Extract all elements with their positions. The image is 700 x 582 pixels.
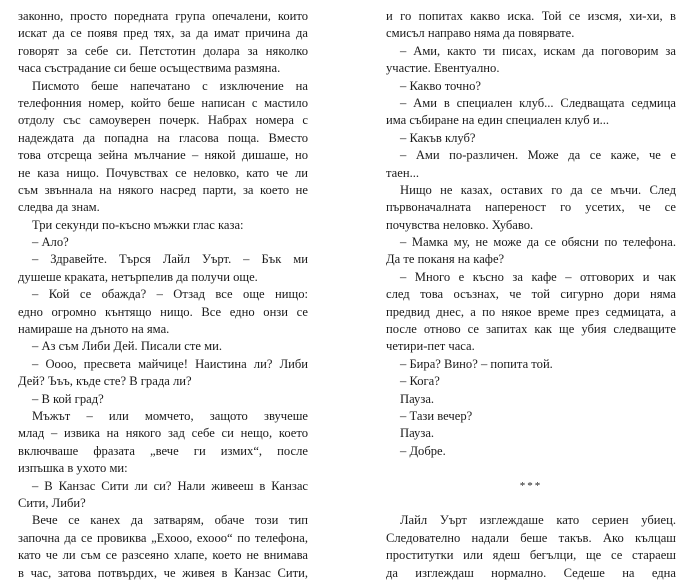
text-line: душеше краката, нетърпелив да получи още.: [18, 269, 258, 284]
text-line: надеждата да попадна на гласова поща. Вместо: [18, 130, 308, 145]
text-line: и го попитах какво иска. Той се изсмя, хи-хи, в: [386, 9, 676, 23]
text-line: – В кой град?: [32, 391, 104, 406]
text-line: Лайл Уърт изглеждаше като сериен убиец.: [400, 513, 676, 528]
text-line: Пауза.: [400, 426, 435, 441]
text-line: – Мамка му, не може да се обясни по телефона.: [400, 235, 676, 250]
text-line: първоначалната напереност го усетих, че се: [386, 200, 676, 215]
text-line: – Много е късно за кафе – отговорих и чак: [400, 269, 676, 284]
text-line: Писмото беше напечатано с изключение на: [32, 78, 308, 93]
text-line: в час, затова потвърдих, че живея в Канзас Сити,: [18, 565, 308, 580]
text-line: – В Канзас Сити ли си? Нали живееш в Канзас: [32, 478, 308, 493]
text-line: – Кой се обажда? – Отзад все още нищо:: [32, 287, 308, 302]
text-line: Да те поканя на кафе?: [386, 252, 505, 267]
text-line: Мъжът – или момчето, защото звучеше: [32, 408, 308, 423]
text-line: – Ами по-различен. Може да се каже, че е: [400, 148, 676, 163]
text-line: – Оооо, пресвета майчице! Наистина ли? Либи: [32, 356, 308, 371]
text-line: изпъшка в ухото ми:: [18, 461, 128, 476]
text-line: намираше на дъното на яма.: [18, 322, 170, 337]
text-line: – Кога?: [400, 374, 440, 389]
text-line: – Тази вечер?: [400, 408, 473, 423]
text-line: съм звъннала на някого насред парти, за което не: [18, 182, 308, 197]
spacer: [386, 460, 676, 477]
text-line: Вече се канех да затварям, обаче този тип: [32, 513, 308, 528]
text-line: Нищо не казах, оставих го да се мъчи. След: [400, 182, 676, 197]
text-line: – Ами в специален клуб... Следващата седмица: [400, 95, 676, 110]
text-line: – Бира? Вино? – попита той.: [400, 356, 553, 371]
spacer: [386, 495, 676, 512]
text-line: – Ало?: [32, 235, 69, 250]
text-line: има събиране на един специален клуб и...: [386, 113, 610, 128]
text-line: говорят за себе си. Петстотин долара за няколко: [18, 43, 308, 58]
text-line: едно огромно кънтящо нищо. Все едно онзи се: [18, 304, 308, 319]
text-line: не каза нищо. Почувствах се неловко, като че ли: [18, 165, 308, 180]
text-line: млад – извика на някого зад себе си нещо, което: [18, 426, 308, 441]
text-line: Три секунди по-късно мъжки глас каза:: [32, 217, 244, 232]
text-line: Пауза.: [400, 391, 435, 406]
text-line: включваше фразата „вече ги измих“, после: [18, 443, 308, 458]
text-line: – Какъв клуб?: [400, 130, 476, 145]
text-line: като че ли съм се разсеяно хлапе, което не внимава: [18, 548, 308, 563]
text-line: Сити, Либи?: [18, 495, 86, 510]
text-line: започна да се провиква „Ехооо, ехооо“ по телефона,: [18, 530, 308, 545]
text-line: – Аз съм Либи Дей. Писали сте ми.: [32, 339, 222, 354]
text-line: това отсреща зейна мълчание – някой дишаше, но: [18, 148, 308, 163]
text-line: да изглеждаш нормално. Седеше на една: [386, 565, 676, 580]
text-line: – Здравейте. Търся Лайл Уърт. – Бък ми: [32, 252, 308, 267]
text-line: проститутки или ядеш бегълци, ще се стараеш: [386, 548, 676, 563]
text-line: смисъл направо няма да повярвате.: [386, 26, 575, 41]
text-line: законно, просто поредната група опечалени, които: [18, 9, 308, 23]
text-line: Следователно надали беше такъв. Ако кълцаш: [386, 530, 676, 545]
text-line: следва да знам.: [18, 200, 100, 215]
text-line: четири-пет часа.: [386, 339, 475, 354]
text-line: предвид днес, а по някое време през седмицата, а: [386, 304, 676, 319]
text-line: таен...: [386, 165, 420, 180]
text-line: Дей? Ъъъ, къде сте? В града ли?: [18, 374, 192, 389]
text-line: отдолу със самоуверен почерк. Набрах номера с: [18, 113, 308, 128]
right-page: [386, 8, 676, 582]
text-line: участие. Евентуално.: [386, 61, 500, 76]
text-line: – Какво точно?: [400, 78, 481, 93]
text-line: след това осъзнах, че той сигурно дори няма: [386, 287, 676, 302]
text-line: часа състрадание си беше осъществима размяна.: [18, 61, 281, 76]
text-line: почувства неловко. Хубаво.: [386, 217, 534, 232]
text-line: после отново се запитах как ще убия следващите: [386, 322, 676, 337]
text-line: телефонния номер, който беше написан с мастило: [18, 95, 308, 110]
section-separator: ***: [519, 479, 543, 492]
right-page-new-section: [386, 512, 676, 582]
text-line: – Добре.: [400, 443, 446, 458]
right-page-dialogue: [386, 8, 676, 460]
text-line: – Ами, както ти писах, искам да поговорим за: [400, 43, 676, 58]
text-line: искат да се появя пред тях, за да имат причина да: [18, 26, 308, 41]
left-page: [18, 8, 308, 582]
